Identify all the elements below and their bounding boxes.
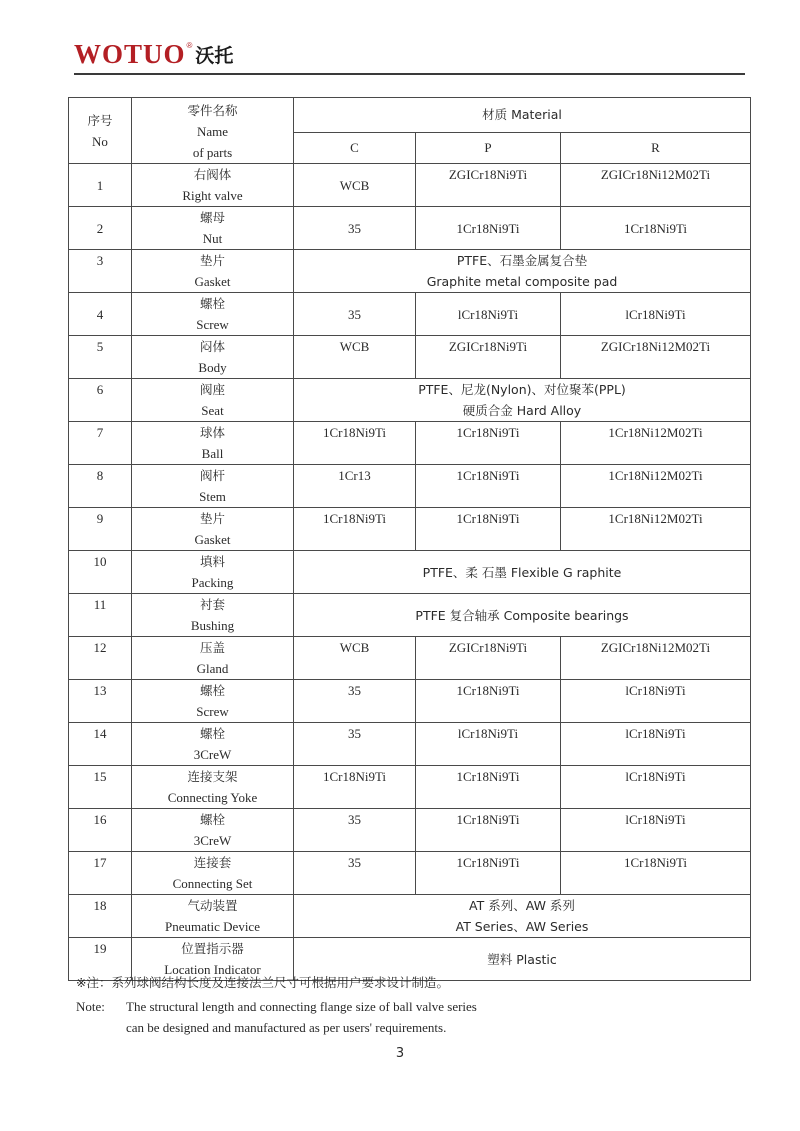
- part-name: [132, 250, 294, 293]
- material-merged-line2: AT Series、AW Series: [455, 919, 589, 934]
- part-name-cn: 填料: [199, 554, 225, 569]
- part-name-cn: 气动装置: [187, 898, 238, 913]
- material-merged-line1: AT 系列、AW 系列: [469, 898, 575, 913]
- table-row: [69, 293, 751, 336]
- part-name-cn: 球体: [199, 425, 225, 440]
- header-name-en-2: of parts: [192, 145, 233, 160]
- material-c: 1Cr18Ni9Ti: [294, 508, 416, 551]
- material-p: 1Cr18Ni9Ti: [416, 422, 561, 465]
- part-name-en: Connecting Set: [172, 876, 253, 891]
- part-name-en: Screw: [196, 317, 229, 332]
- table-row: [69, 723, 751, 766]
- material-r: ZGICr18Ni12M02Ti: [561, 637, 751, 680]
- footnote-en-text-1: The structural length and connecting flange size of ball valve series: [126, 999, 477, 1014]
- part-name-en: Stem: [199, 489, 226, 504]
- table-row: [69, 594, 751, 637]
- header-name-cn: 零件名称: [187, 103, 238, 118]
- header-material-label: 材质 Material: [482, 107, 562, 123]
- part-name-en: Gasket: [194, 274, 231, 289]
- part-name-en: Seat: [201, 403, 224, 418]
- row-no: 19: [69, 938, 132, 981]
- part-name: [132, 164, 294, 207]
- material-c: 1Cr18Ni9Ti: [294, 766, 416, 809]
- part-name-cn: 位置指示器: [181, 941, 244, 956]
- parts-material-table: [68, 97, 751, 981]
- material-r: lCr18Ni9Ti: [561, 680, 751, 723]
- row-no: 18: [69, 895, 132, 938]
- material-r: lCr18Ni9Ti: [561, 766, 751, 809]
- part-name-cn: 右阀体: [193, 167, 232, 182]
- material-c: 35: [294, 852, 416, 895]
- brand-name-en: WOTUO: [74, 39, 186, 69]
- row-no: 11: [69, 594, 132, 637]
- material-merged-line1: PTFE、石墨金属复合垫: [456, 253, 588, 268]
- row-no: 14: [69, 723, 132, 766]
- material-p: lCr18Ni9Ti: [416, 723, 561, 766]
- material-r: 1Cr18Ni12M02Ti: [561, 508, 751, 551]
- header-name-en-1: Name: [196, 124, 229, 139]
- material-p: 1Cr18Ni9Ti: [416, 766, 561, 809]
- table-row: [69, 164, 751, 207]
- part-name-en: Location Indicator: [164, 962, 261, 977]
- material-c: 1Cr13: [294, 465, 416, 508]
- row-no: 2: [69, 207, 132, 250]
- material-r: lCr18Ni9Ti: [561, 293, 751, 336]
- material-merged: [294, 250, 751, 293]
- material-c: 35: [294, 293, 416, 336]
- material-p: 1Cr18Ni9Ti: [416, 508, 561, 551]
- header-divider: [74, 73, 745, 75]
- material-c: 35: [294, 680, 416, 723]
- row-no: 16: [69, 809, 132, 852]
- part-name: [132, 723, 294, 766]
- table-row: [69, 637, 751, 680]
- header-no: [69, 98, 132, 164]
- part-name-en: Pneumatic Device: [165, 919, 260, 934]
- table-row: [69, 465, 751, 508]
- header-name: [132, 98, 294, 164]
- material-merged-line1: 塑料 Plastic: [487, 951, 557, 967]
- part-name: [132, 637, 294, 680]
- material-c: 35: [294, 809, 416, 852]
- table-row: [69, 250, 751, 293]
- header-col-c: C: [294, 132, 416, 163]
- material-r: 1Cr18Ni12M02Ti: [561, 422, 751, 465]
- part-name: [132, 895, 294, 938]
- row-no: 6: [69, 379, 132, 422]
- material-p: lCr18Ni9Ti: [416, 293, 561, 336]
- part-name: [132, 336, 294, 379]
- material-r: ZGICr18Ni12M02Ti: [561, 164, 751, 207]
- part-name-en: Screw: [196, 704, 229, 719]
- material-merged-line2: 硬质合金 Hard Alloy: [462, 403, 582, 418]
- part-name: [132, 551, 294, 594]
- table-row: [69, 852, 751, 895]
- material-r: lCr18Ni9Ti: [561, 809, 751, 852]
- row-no: 10: [69, 551, 132, 594]
- footnote-cn: ※注：系列球阀结构长度及连接法兰尺寸可根据用户要求设计制造。: [76, 975, 449, 990]
- part-name: [132, 680, 294, 723]
- material-r: ZGICr18Ni12M02Ti: [561, 336, 751, 379]
- material-p: ZGICr18Ni9Ti: [416, 164, 561, 207]
- part-name: [132, 379, 294, 422]
- part-name-cn: 连接套: [193, 855, 232, 870]
- part-name-en: Gasket: [194, 532, 231, 547]
- material-c: 1Cr18Ni9Ti: [294, 422, 416, 465]
- brand-logo: [74, 38, 233, 68]
- part-name-cn: 螺母: [199, 210, 225, 225]
- material-p: ZGICr18Ni9Ti: [416, 336, 561, 379]
- row-no: 3: [69, 250, 132, 293]
- table-row: [69, 508, 751, 551]
- part-name: [132, 852, 294, 895]
- part-name-en: Nut: [202, 231, 223, 246]
- registered-mark: ®: [186, 41, 193, 50]
- table-row: [69, 551, 751, 594]
- header-no-cn: 序号: [87, 112, 113, 128]
- part-name-cn: 压盖: [199, 640, 225, 655]
- table-row: [69, 336, 751, 379]
- part-name: [132, 809, 294, 852]
- material-r: lCr18Ni9Ti: [561, 723, 751, 766]
- material-c: WCB: [294, 637, 416, 680]
- part-name-en: Connecting Yoke: [167, 790, 258, 805]
- header-no-en: No: [92, 133, 108, 149]
- part-name-en: Ball: [201, 446, 224, 461]
- table-row: [69, 422, 751, 465]
- material-p: ZGICr18Ni9Ti: [416, 637, 561, 680]
- part-name: [132, 422, 294, 465]
- material-merged-line1: PTFE、柔 石墨 Flexible G raphite: [422, 564, 622, 580]
- part-name: [132, 594, 294, 637]
- material-merged: [294, 379, 751, 422]
- row-no: 8: [69, 465, 132, 508]
- page-number: 3: [395, 1046, 405, 1061]
- material-c: WCB: [294, 336, 416, 379]
- part-name-cn: 螺栓: [199, 812, 225, 827]
- part-name-cn: 螺栓: [199, 726, 225, 741]
- part-name-en: Body: [198, 360, 227, 375]
- table-row: [69, 379, 751, 422]
- material-c: 35: [294, 207, 416, 250]
- part-name: [132, 207, 294, 250]
- part-name-en: Bushing: [190, 618, 235, 633]
- material-p: 1Cr18Ni9Ti: [416, 852, 561, 895]
- material-merged: [294, 594, 751, 637]
- material-merged: [294, 895, 751, 938]
- part-name-cn: 闷体: [199, 339, 225, 354]
- part-name-en: Gland: [196, 661, 229, 676]
- part-name: [132, 508, 294, 551]
- part-name-en: 3CreW: [193, 747, 232, 762]
- part-name-cn: 螺栓: [199, 296, 225, 311]
- header-material: [294, 98, 751, 133]
- part-name-en: Right valve: [182, 188, 243, 203]
- table-row: [69, 680, 751, 723]
- header-col-r: R: [561, 132, 751, 163]
- material-c: 35: [294, 723, 416, 766]
- row-no: 15: [69, 766, 132, 809]
- row-no: 7: [69, 422, 132, 465]
- row-no: 5: [69, 336, 132, 379]
- row-no: 13: [69, 680, 132, 723]
- table-row: [69, 207, 751, 250]
- row-no: 4: [69, 293, 132, 336]
- material-p: 1Cr18Ni9Ti: [416, 809, 561, 852]
- footnote-en-line1: [76, 996, 477, 1017]
- material-merged-line1: PTFE、尼龙(Nylon)、对位聚苯(PPL): [418, 382, 626, 397]
- part-name: [132, 293, 294, 336]
- footnote-label: Note:: [76, 999, 105, 1014]
- row-no: 9: [69, 508, 132, 551]
- part-name-cn: 阀杆: [199, 468, 225, 483]
- header-col-p: P: [416, 132, 561, 163]
- material-merged: [294, 551, 751, 594]
- material-c: WCB: [294, 164, 416, 207]
- part-name-cn: 垫片: [199, 253, 225, 268]
- footnote: [76, 973, 477, 1038]
- row-no: 1: [69, 164, 132, 207]
- part-name-cn: 螺栓: [199, 683, 225, 698]
- part-name-cn: 垫片: [199, 511, 225, 526]
- material-p: 1Cr18Ni9Ti: [416, 207, 561, 250]
- table-row: [69, 895, 751, 938]
- material-r: 1Cr18Ni9Ti: [561, 852, 751, 895]
- part-name-cn: 衬套: [199, 597, 225, 612]
- row-no: 17: [69, 852, 132, 895]
- table-row: [69, 766, 751, 809]
- material-merged-line2: Graphite metal composite pad: [426, 274, 618, 289]
- part-name-en: Packing: [191, 575, 234, 590]
- table-row: [69, 809, 751, 852]
- material-r: 1Cr18Ni9Ti: [561, 207, 751, 250]
- part-name-cn: 阀座: [199, 382, 225, 397]
- part-name: [132, 465, 294, 508]
- part-name-cn: 连接支架: [187, 769, 238, 784]
- footnote-en-line2: can be designed and manufactured as per users' requirements.: [126, 1020, 447, 1035]
- part-name-en: 3CreW: [193, 833, 232, 848]
- material-p: 1Cr18Ni9Ti: [416, 465, 561, 508]
- part-name: [132, 766, 294, 809]
- material-r: 1Cr18Ni12M02Ti: [561, 465, 751, 508]
- material-merged-line1: PTFE 复合轴承 Composite bearings: [415, 607, 629, 623]
- material-p: 1Cr18Ni9Ti: [416, 680, 561, 723]
- row-no: 12: [69, 637, 132, 680]
- brand-name-cn: 沃托: [195, 45, 234, 67]
